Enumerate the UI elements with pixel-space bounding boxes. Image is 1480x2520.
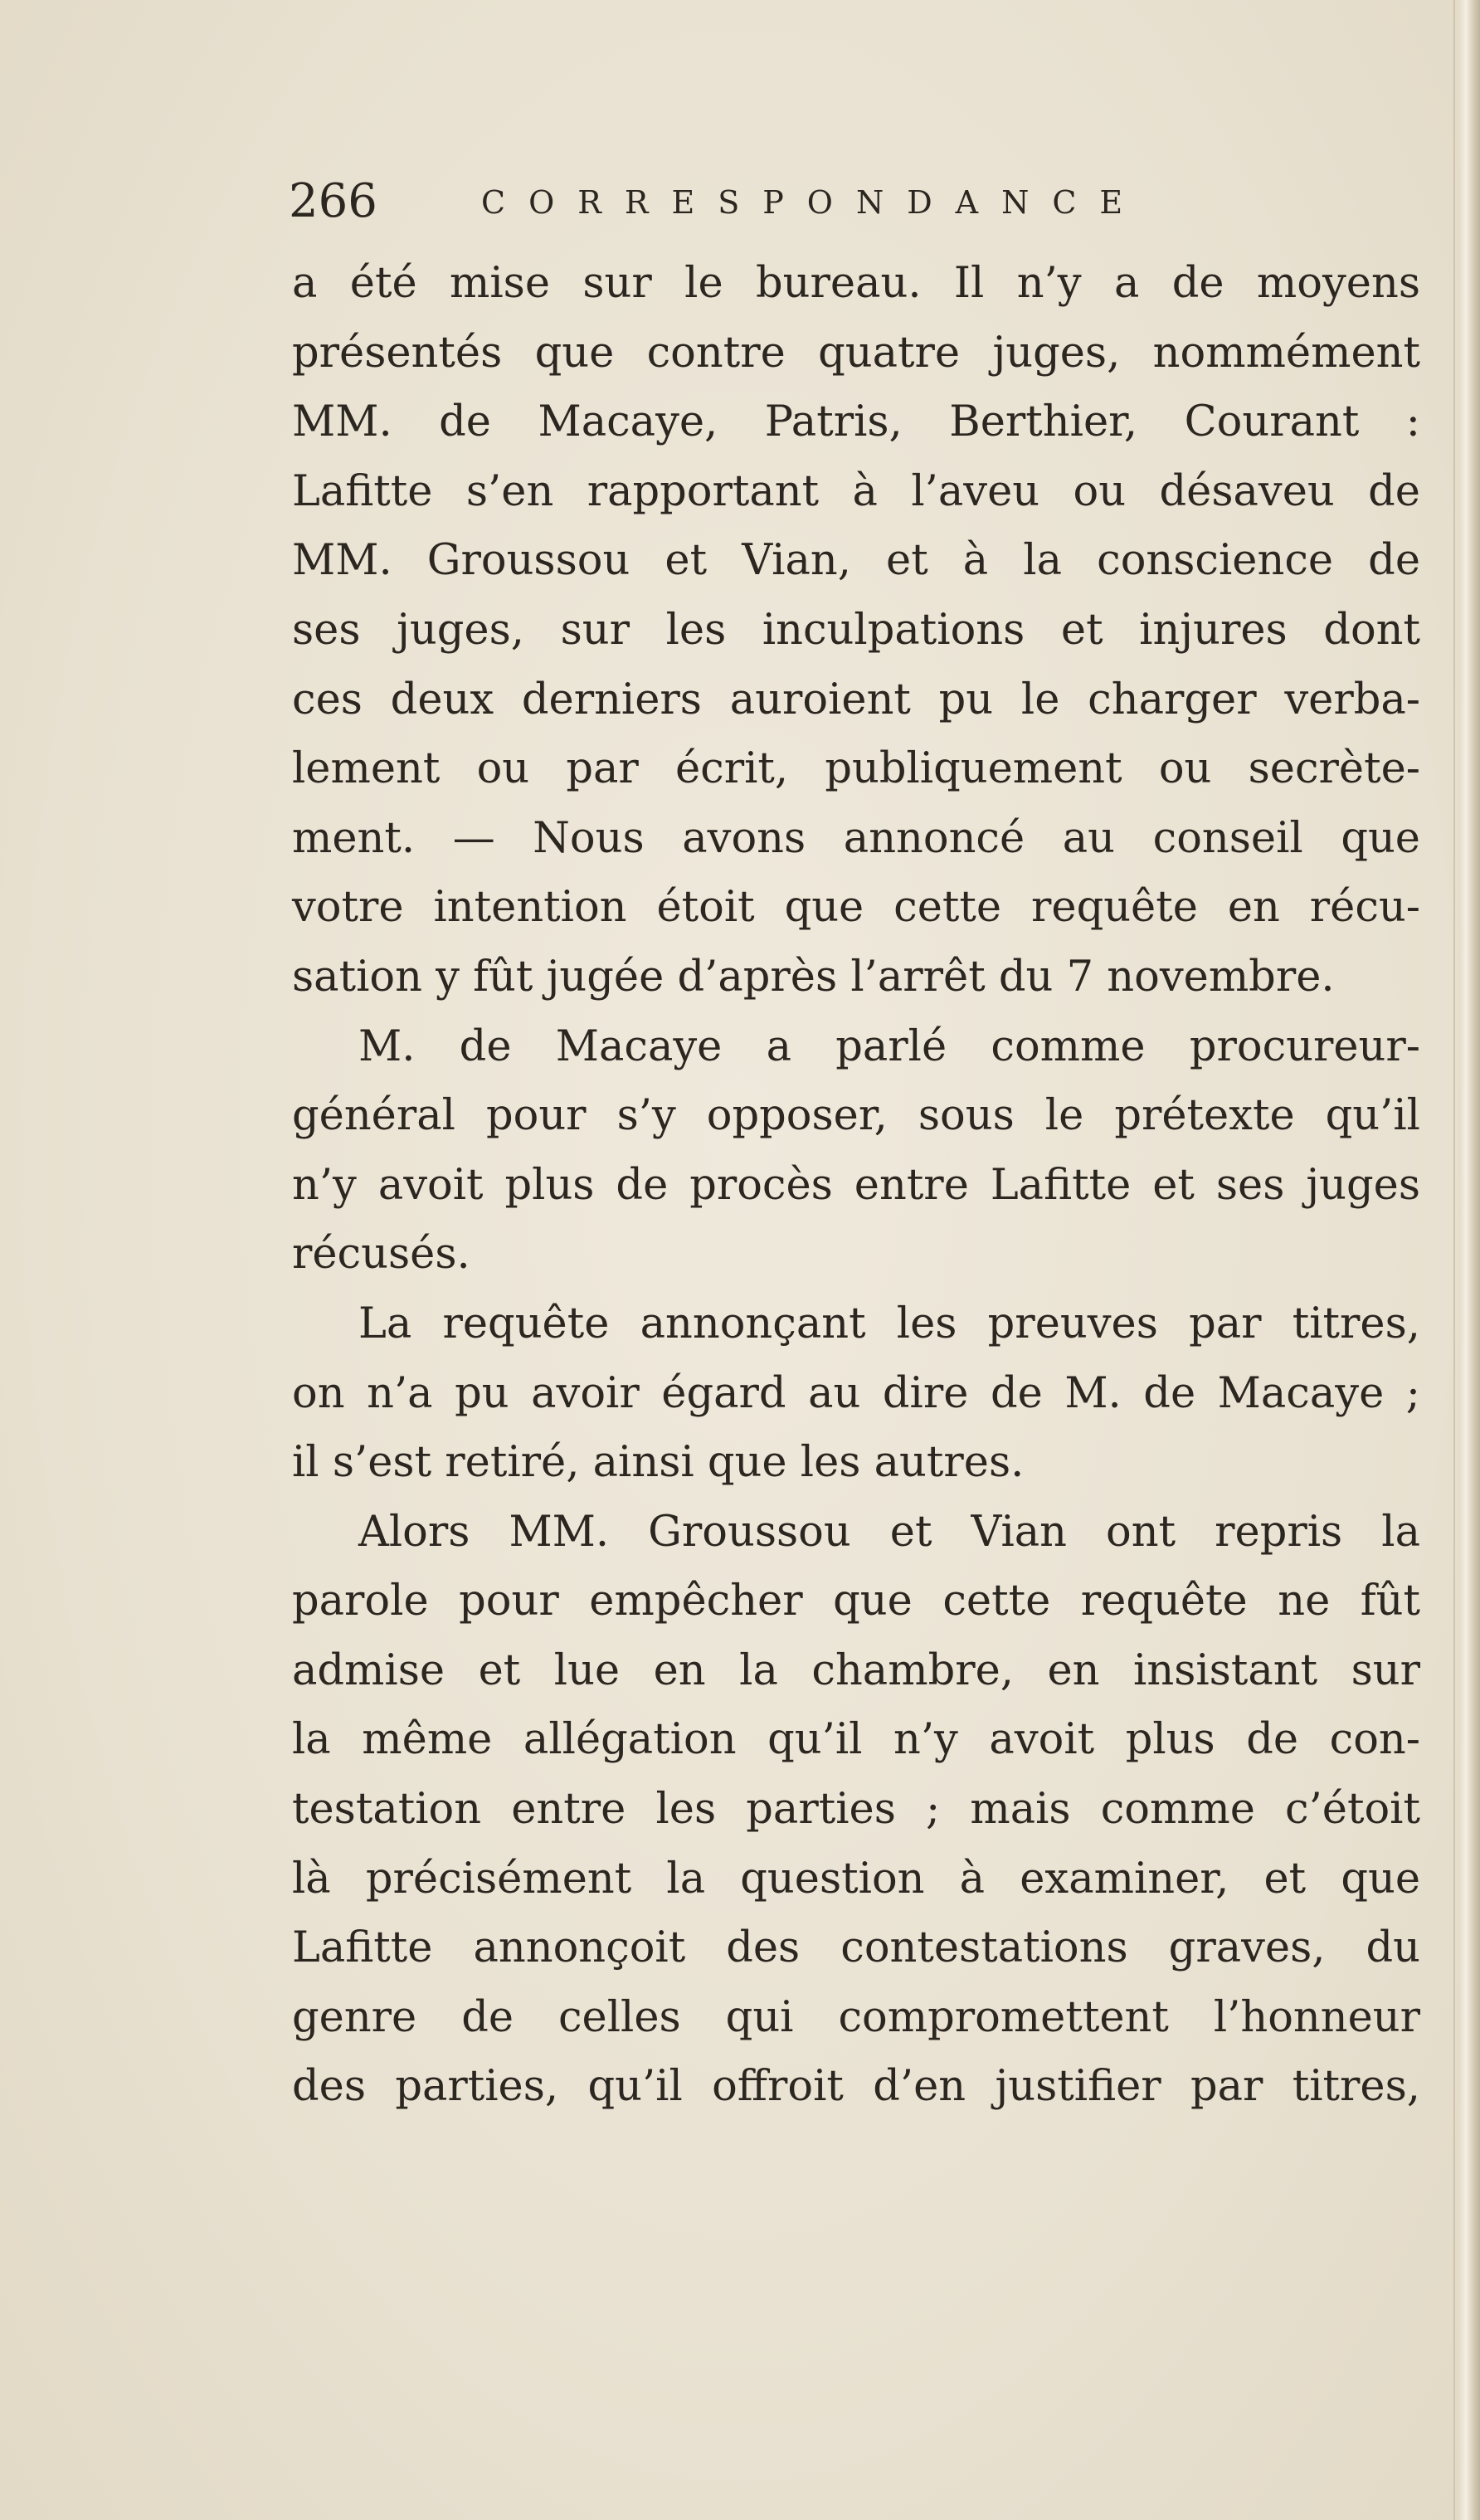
text-line: Alors MM. Groussou et Vian ont repris la (358, 1507, 1420, 1557)
page-number: 266 (289, 174, 377, 228)
running-head: CORRESPONDANCE (481, 184, 1147, 221)
text-line: ses juges, sur les inculpations et injures dont (292, 605, 1420, 655)
text-line: ces deux derniers auroient pu le charger verba- (292, 675, 1420, 724)
text-line: votre intention étoit que cette requête en récu- (292, 883, 1420, 933)
text-line: présentés que contre quatre juges, nommément (292, 328, 1420, 378)
text-line: genre de celles qui compromettent l’honneur (292, 1992, 1420, 2042)
text-line: Lafitte annonçoit des contestations graves, du (292, 1923, 1420, 1973)
text-line: a été mise sur le bureau. Il n’y a de moyens (292, 259, 1420, 308)
text-line: des parties, qu’il offroit d’en justifier par titres, (292, 2062, 1420, 2112)
text-line: testation entre les parties ; mais comme c’étoit (292, 1785, 1420, 1835)
text-line: MM. de Macaye, Patris, Berthier, Courant : (292, 397, 1420, 447)
page-edge-line (1453, 0, 1455, 2520)
text-line: sation y fût jugée d’après l’arrêt du 7 novembre. (292, 952, 1335, 1002)
text-line: n’y avoit plus de procès entre Lafitte et ses juges (292, 1160, 1420, 1210)
text-line: Lafitte s’en rapportant à l’aveu ou désaveu de (292, 466, 1420, 516)
book-edge (1458, 0, 1480, 2520)
text-line: parole pour empêcher que cette requête ne fût (292, 1577, 1420, 1626)
text-line: admise et lue en la chambre, en insistant sur (292, 1645, 1420, 1695)
text-line: MM. Groussou et Vian, et à la conscience de (292, 536, 1420, 586)
text-line: la même allégation qu’il n’y avoit plus de con- (292, 1715, 1420, 1765)
text-line: lement ou par écrit, publiquement ou secrète- (292, 744, 1420, 794)
text-line: général pour s’y opposer, sous le prétexte qu’il (292, 1091, 1420, 1141)
body-text (292, 249, 1420, 2122)
text-line: M. de Macaye a parlé comme procureur- (358, 1021, 1420, 1071)
text-line: on n’a pu avoir égard au dire de M. de Macaye ; (292, 1368, 1420, 1418)
page-header (289, 173, 1417, 231)
text-line: il s’est retiré, ainsi que les autres. (292, 1438, 1025, 1488)
text-line: là précisément la question à examiner, et que (292, 1854, 1420, 1903)
text-line: ment. — Nous avons annoncé au conseil que (292, 813, 1420, 863)
text-line: La requête annonçant les preuves par titres, (358, 1299, 1420, 1348)
text-line: récusés. (292, 1230, 470, 1279)
